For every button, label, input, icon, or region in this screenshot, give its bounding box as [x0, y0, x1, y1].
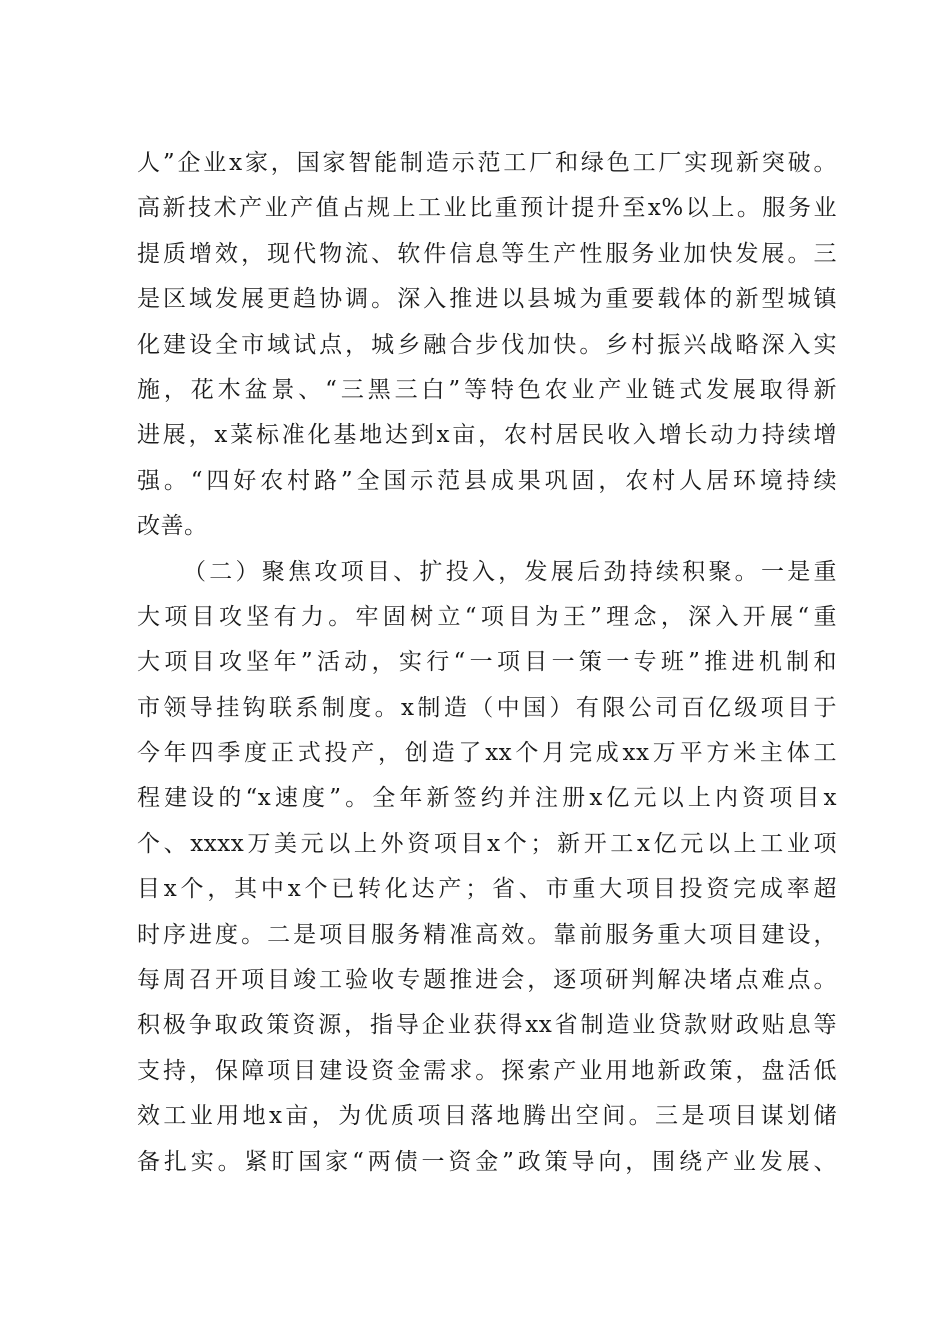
- text-line: 目x个，其中x个已转化达产；省、市重大项目投资完成率超: [137, 876, 837, 903]
- text-line: 高新技术产业产值占规上工业比重预计提升至x%以上。服务业: [137, 195, 837, 222]
- text-line: 是区域发展更趋协调。深入推进以县城为重要载体的新型城镇: [137, 286, 837, 313]
- body-text: [137, 141, 837, 1185]
- text-line: 改善。: [137, 513, 208, 540]
- text-line: 备扎实。紧盯国家“两债一资金”政策导向，围绕产业发展、: [137, 1148, 837, 1175]
- text-line: 大项目攻坚年”活动，实行“一项目一策一专班”推进机制和: [137, 649, 837, 676]
- text-line: 积极争取政策资源，指导企业获得xx省制造业贷款财政贴息等: [137, 1012, 837, 1039]
- text-line: 程建设的“x速度”。全年新签约并注册x亿元以上内资项目x: [137, 785, 837, 812]
- text-line: 人”企业x家，国家智能制造示范工厂和绿色工厂实现新突破。: [137, 150, 837, 176]
- paragraph-1: [137, 141, 837, 550]
- text-line: 今年四季度正式投产，创造了xx个月完成xx万平方米主体工: [137, 740, 837, 767]
- text-line: 支持，保障项目建设资金需求。探索产业用地新政策，盘活低: [137, 1057, 837, 1084]
- text-line: 化建设全市域试点，城乡融合步伐加快。乡村振兴战略深入实: [137, 331, 837, 358]
- text-line: 个、xxxx万美元以上外资项目x个；新开工x亿元以上工业项: [137, 830, 837, 857]
- text-line: 效工业用地x亩，为优质项目落地腾出空间。三是项目谋划储: [137, 1103, 837, 1130]
- text-line: 施，花木盆景、“三黑三白”等特色农业产业链式发展取得新: [137, 376, 837, 403]
- section-heading-line: （二）聚焦攻项目、扩投入，发展后劲持续积聚。一是重: [183, 558, 837, 585]
- text-line: 进展，x菜标准化基地达到x亩，农村居民收入增长动力持续增: [137, 422, 837, 449]
- text-line: 市领导挂钩联系制度。x制造（中国）有限公司百亿级项目于: [137, 694, 837, 721]
- text-line: 每周召开项目竣工验收专题推进会，逐项研判解决堵点难点。: [137, 967, 837, 994]
- text-line: 时序进度。二是项目服务精准高效。靠前服务重大项目建设，: [137, 921, 837, 948]
- text-line: 提质增效，现代物流、软件信息等生产性服务业加快发展。三: [137, 240, 837, 267]
- text-line: 强。“四好农村路”全国示范县成果巩固，农村人居环境持续: [137, 467, 837, 494]
- paragraph-2: [137, 550, 837, 1185]
- text-line: 大项目攻坚有力。牢固树立“项目为王”理念，深入开展“重: [137, 603, 837, 630]
